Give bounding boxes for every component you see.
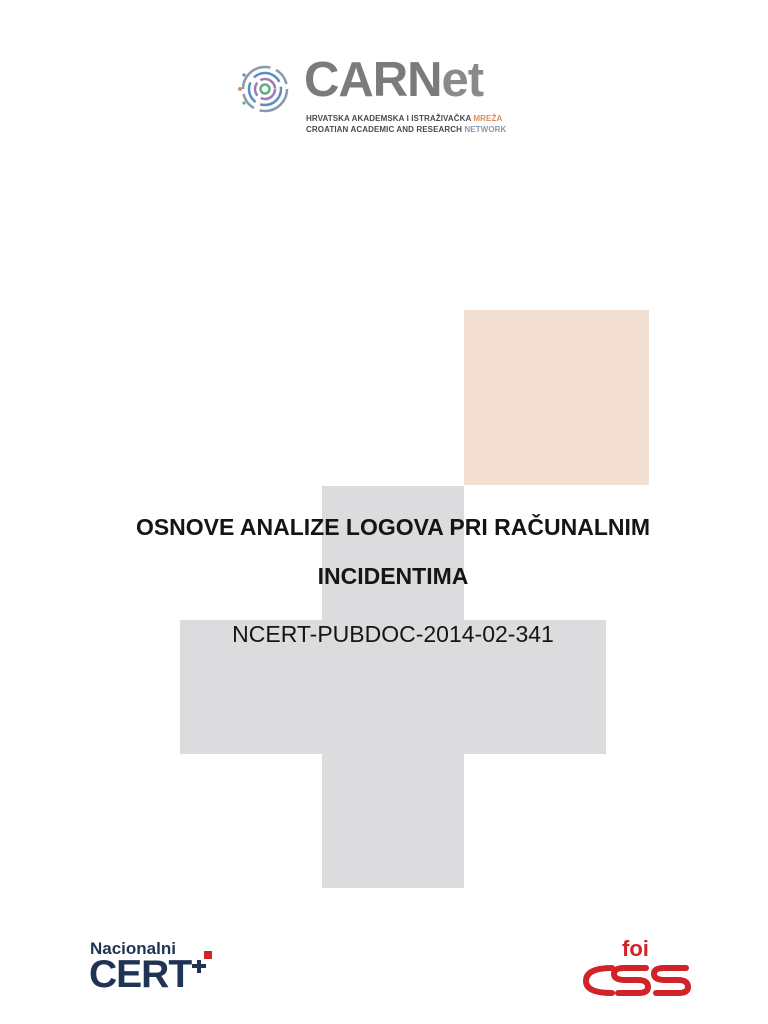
css-mark-icon <box>582 960 694 1000</box>
nacionalni-label: Nacionalni <box>90 939 176 958</box>
carnet-tagline-hr: HRVATSKA AKADEMSKA I ISTRAŽIVAČKA MREŽA <box>306 114 503 123</box>
carnet-wordmark: CARNet <box>304 53 484 107</box>
document-title-line2: INCIDENTIMA <box>317 563 469 589</box>
plus-icon <box>192 951 214 973</box>
foi-label: foi <box>622 936 649 961</box>
document-id: NCERT-PUBDOC-2014-02-341 <box>232 621 554 647</box>
carnet-swirl-icon <box>236 62 290 116</box>
cert-label: CERT <box>89 953 192 996</box>
decorative-peach-square <box>464 310 649 485</box>
foi-css-logo <box>582 936 694 1000</box>
document-title-line1: OSNOVE ANALIZE LOGOVA PRI RAČUNALNIM <box>135 514 651 540</box>
nacionalni-cert-logo <box>90 940 220 995</box>
carnet-tagline-en: CROATIAN ACADEMIC AND RESEARCH NETWORK <box>306 125 507 134</box>
carnet-logo <box>236 53 536 140</box>
